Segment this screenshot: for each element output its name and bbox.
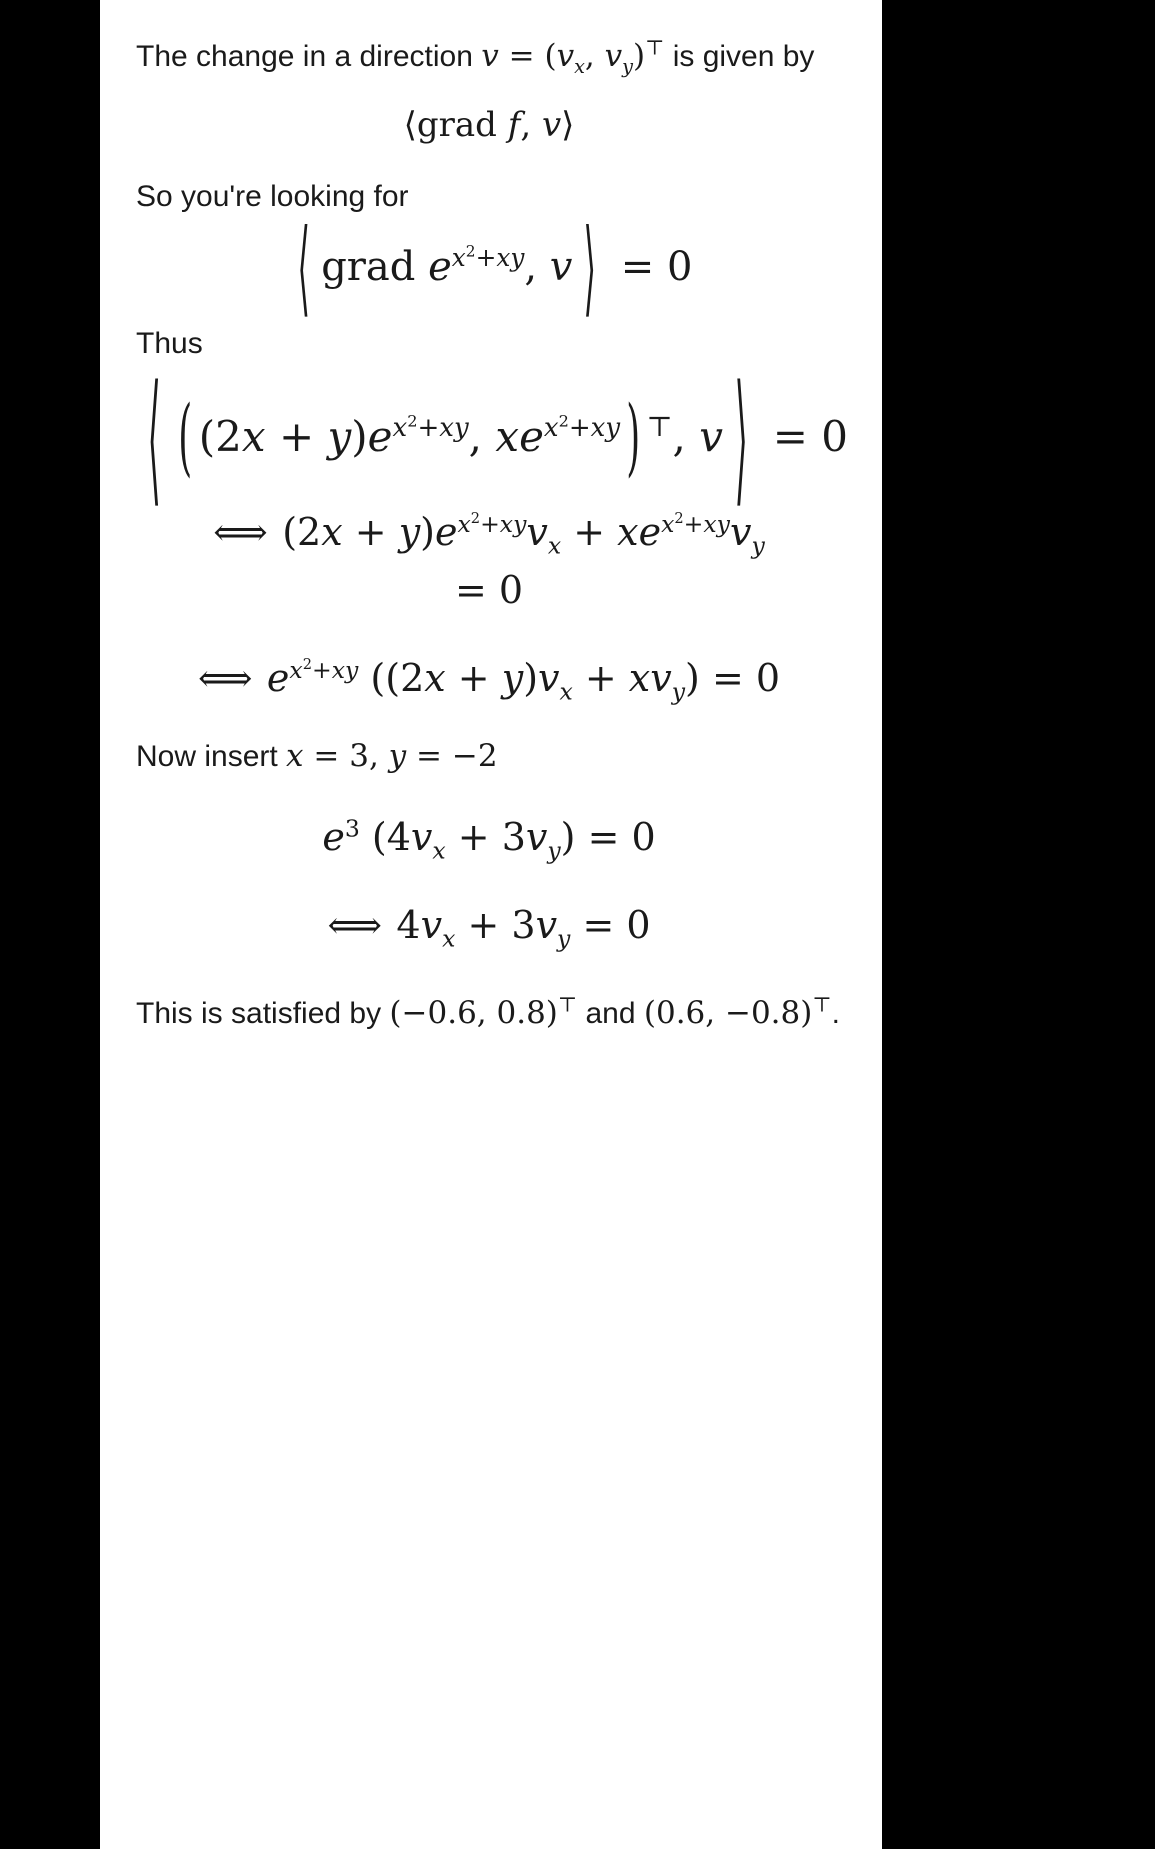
angle-bracket-close-icon: ⟩	[561, 104, 575, 145]
angle-bracket-close-icon: ⟩	[583, 209, 597, 329]
vector-v: v	[699, 411, 723, 461]
conclusion-text-end: .	[831, 997, 840, 1031]
display-equation-1: ⟨grad f, v⟩	[403, 104, 575, 145]
angle-bracket-open-icon: ⟨	[297, 209, 310, 329]
paragraph-now-insert	[136, 734, 842, 779]
intro-text-start: The change in a direction	[136, 40, 482, 73]
paren-open-icon: (	[178, 387, 193, 486]
paragraph-intro	[136, 34, 842, 79]
equals-zero: = 0	[711, 656, 781, 701]
inline-math-substitution: x = 3, y = −2	[286, 738, 498, 775]
exp-superscript: x2+xy	[451, 242, 525, 273]
grad-operator: grad	[321, 244, 416, 291]
display-equation-2: ⟨ grad $e^{x^2+xy}$, v ⟩ = 0	[297, 209, 693, 329]
iff-symbol-icon: ⟺	[197, 656, 251, 701]
inline-math-direction-vector: $v = (v_x$, $v_y)^⊤$	[481, 35, 665, 79]
equals-zero: = 0	[620, 244, 693, 291]
now-insert-text: Now insert	[136, 740, 287, 774]
angle-bracket-open-icon: ⟨	[147, 354, 161, 522]
vector-v: v	[549, 244, 573, 291]
conclusion-text-mid: and	[577, 997, 644, 1031]
document-page	[100, 0, 882, 1849]
conclusion-text-start: This is satisfied by	[136, 997, 390, 1031]
grad-operator: grad	[416, 104, 497, 145]
angle-bracket-close-icon: ⟩	[734, 354, 748, 522]
equals-zero: = 0	[582, 903, 651, 948]
equals-zero: = 0	[454, 568, 524, 613]
vector-v: v	[541, 104, 562, 145]
paragraph-conclusion	[136, 991, 842, 1036]
equals-zero: = 0	[772, 411, 849, 461]
equals-zero: = 0	[587, 815, 656, 860]
equation-4-second-line	[136, 568, 842, 612]
paren-close-icon: )	[626, 387, 641, 486]
inline-math-vector-positive: (0.6, −0.8)⊤	[643, 992, 832, 1032]
exp-base: e	[367, 411, 393, 461]
function-f: f	[507, 104, 521, 145]
exp-base: e	[428, 244, 452, 291]
iff-symbol-icon: ⟺	[213, 510, 267, 555]
intro-text-end: is given by	[664, 40, 815, 73]
paragraph-thus: Thus	[136, 327, 203, 361]
iff-symbol-icon: ⟺	[327, 903, 381, 948]
display-equation-6: $e^3$ $(4v_x + 3v_y) = 0$	[322, 814, 656, 865]
display-equation-5: ⟺ $e^{x^2+xy}$ $((2x + y)v_x + xv_y) = 0$	[197, 655, 781, 706]
inline-math-vector-negative: (−0.6, 0.8)⊤	[389, 992, 578, 1032]
display-equation-7: ⟺ $4v_x + 3v_y = 0$	[327, 903, 651, 953]
paragraph-looking-for: So you're looking for	[136, 179, 409, 213]
display-equation-4: ⟺ $(2x + y)e^{x^2+xy}v_x + xe^{x^2+xy}v_y$ = 0	[136, 510, 842, 612]
angle-bracket-open-icon: ⟨	[403, 104, 417, 145]
display-equation-3: ⟨ ( $(2x + y)e^{x^2+xy}$, $xe^{x^2+xy}$ ) ⊤, v ⟩ = 0	[147, 354, 849, 522]
